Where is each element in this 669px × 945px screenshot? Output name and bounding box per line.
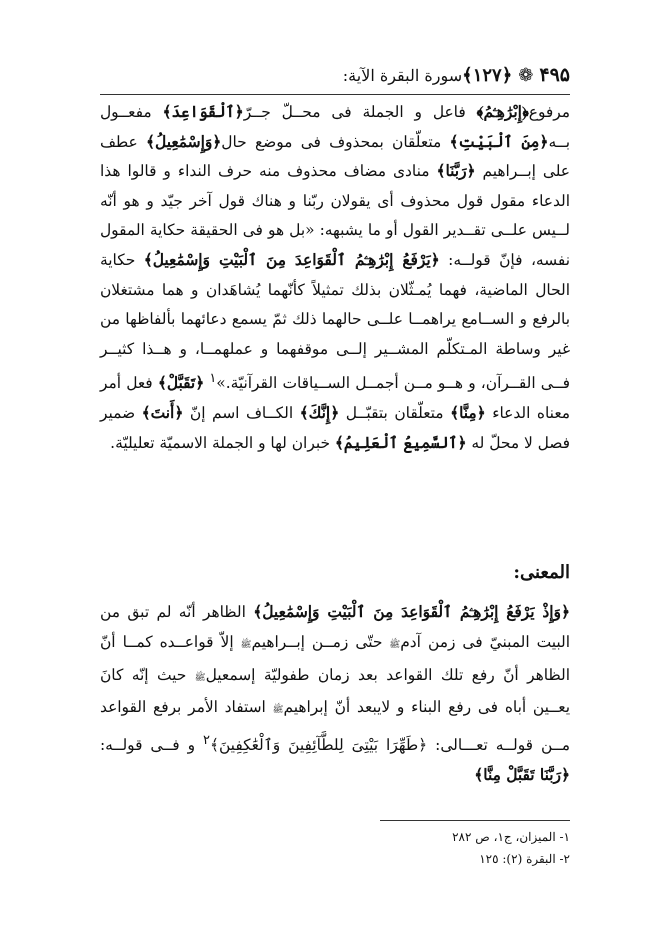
quran-phrase: ﴿وَإِسْمَٰعِيلُ﴾ xyxy=(146,132,222,151)
meaning-text xyxy=(100,598,570,791)
quran-phrase: ﴿تَقَبَّلْ﴾ xyxy=(157,374,205,393)
quran-phrase: ﴿إِبْرَٰهِـۧمُ﴾ xyxy=(476,103,529,121)
quran-phrase: ﴿رَبَّنَا﴾ xyxy=(436,162,476,181)
quran-phrase: ﴿يَرْفَعُ إِبْرَٰهِـۧمُ ٱلْقَوَاعِدَ مِنَ ٱلْبَيْتِ وَإِسْمَٰعِيلُ﴾ xyxy=(143,250,440,269)
quran-phrase: ﴿أَنتَ﴾ xyxy=(141,404,184,423)
text-run: مرفوع xyxy=(528,103,570,121)
text-run: عطف على إبــراهيم xyxy=(100,132,570,181)
text-run: إلاّ قواعــده كمــا أنّ الظاهر أنّ رفع تلك القواعد بعد زمان طفوليّة إسمعيل xyxy=(100,632,571,684)
footnotes xyxy=(100,826,570,870)
footnote-ref: ٢ xyxy=(203,733,210,749)
section-heading: المعنى: xyxy=(513,562,570,583)
text-run: حكاية الحال الماضية، فهما يُمـثّلان بذلك تمثيلاً كأنّهما يُشاهَدان و هما مشتغلان بالرفع و الســامع يراهمــا علــى حالهما ذلك ثمّ يسمع دعائهما بألفاظها من غير وساطة المـتكلّم المشــير إلــى موقفهما و عملهمــا، و هــذا كثيــر فــى القــرآن، و هــو مــن أجمــل الســياقات القرآنيّة.» xyxy=(100,250,570,393)
quran-phrase: ﴿مِنَّا﴾ xyxy=(450,404,486,423)
honorific-icon: ﷺ xyxy=(194,672,206,683)
honorific-icon: ﷺ xyxy=(272,705,284,716)
quran-phrase: ﴿ٱلْقَوَاعِدَ﴾ xyxy=(162,103,244,121)
meaning-paragraph xyxy=(100,598,570,791)
quran-phrase: ﴿مِنَ ٱلْبَيْتِ﴾ xyxy=(449,132,549,151)
text-run: منادى مضاف محذوف منه حرف النداء و قالوا هذا الدعاء مقول قول محذوف أى يقولان ربّنا و هناك قول آخر جيّد و هو أنّه لــيس علــى تقــدير القول أو ما يشبهه: «بل هو فى الحقيقة حكاية المقول نفسه، فإنّ قولــه: xyxy=(100,162,570,269)
honorific-icon: ﷺ xyxy=(240,639,252,650)
text-run: متعلّقان بتقبّــل xyxy=(339,404,451,423)
text-run: فاعل و الجملة فى محــلّ جــرّ xyxy=(243,103,477,121)
text-run: الكــاف اسم إنّ xyxy=(183,404,300,423)
text-run: متعلّقان بمحذوف فى موضع حال xyxy=(221,132,450,151)
quran-phrase: ﴿ٱلسَّمِيعُ ٱلْعَلِيمُ﴾ xyxy=(334,433,467,452)
ornament-icon: ❁ xyxy=(518,64,534,86)
verse-number: ﴿١٢٧﴾ xyxy=(462,64,513,86)
text-run: استفاد الأمر برفع القواعد مــن قولــه تعـــالى: xyxy=(100,698,570,755)
header-rule xyxy=(100,94,570,95)
page-number: ۴۹۵ xyxy=(539,64,570,86)
text-run: خبران لها و الجملة الاسميّة تعليليّة. xyxy=(110,433,335,452)
analysis-text xyxy=(100,98,570,458)
page-header xyxy=(100,58,570,92)
text-run: حيث إنّه كانَ يعــين أباه فى رفع البناء و لايبعد أنّ إبراهيم xyxy=(100,665,570,717)
honorific-icon: ﷺ xyxy=(389,639,401,650)
quran-phrase: ﴿طَهِّرَا بَيْتِىَ لِلطَّآئِفِينَ وَٱلْعَٰكِفِينَ﴾ xyxy=(209,736,428,755)
running-title: سورة البقرة الآية: xyxy=(342,65,463,85)
text-run: الظاهر أنّه لم تبق من البيت المبنيّ فى زمن آدم xyxy=(100,603,571,651)
text-run: ضمير فصل لا محلّ له xyxy=(100,404,570,452)
text-run: فعل أمر معناه الدعاء xyxy=(100,374,570,423)
text-run: مفعــول بــه xyxy=(100,103,570,151)
footnote-rule xyxy=(380,820,570,821)
quran-phrase: ﴿رَبَّنَا تَقَبَّلْ مِنَّا﴾ xyxy=(474,766,570,785)
analysis-paragraph xyxy=(100,98,570,458)
footnote-ref: ١ xyxy=(209,371,217,387)
footnote-2: ٢- البقرة (٢): ١٢٥ xyxy=(479,852,570,866)
text-run: حتّى زمــن إبــراهيم xyxy=(251,632,390,651)
quran-phrase: ﴿إِنَّكَ﴾ xyxy=(299,404,340,423)
quran-phrase: ﴿وَإِذْ يَرْفَعُ إِبْرَٰهِـۧمُ ٱلْقَوَاعِدَ مِنَ ٱلْبَيْتِ وَإِسْمَٰعِيلُ﴾ xyxy=(253,603,570,621)
footnote-1: ١- الميزان، ج١، ص ٢٨٢ xyxy=(452,830,570,844)
text-run: و فــى قولــه: xyxy=(100,736,204,755)
